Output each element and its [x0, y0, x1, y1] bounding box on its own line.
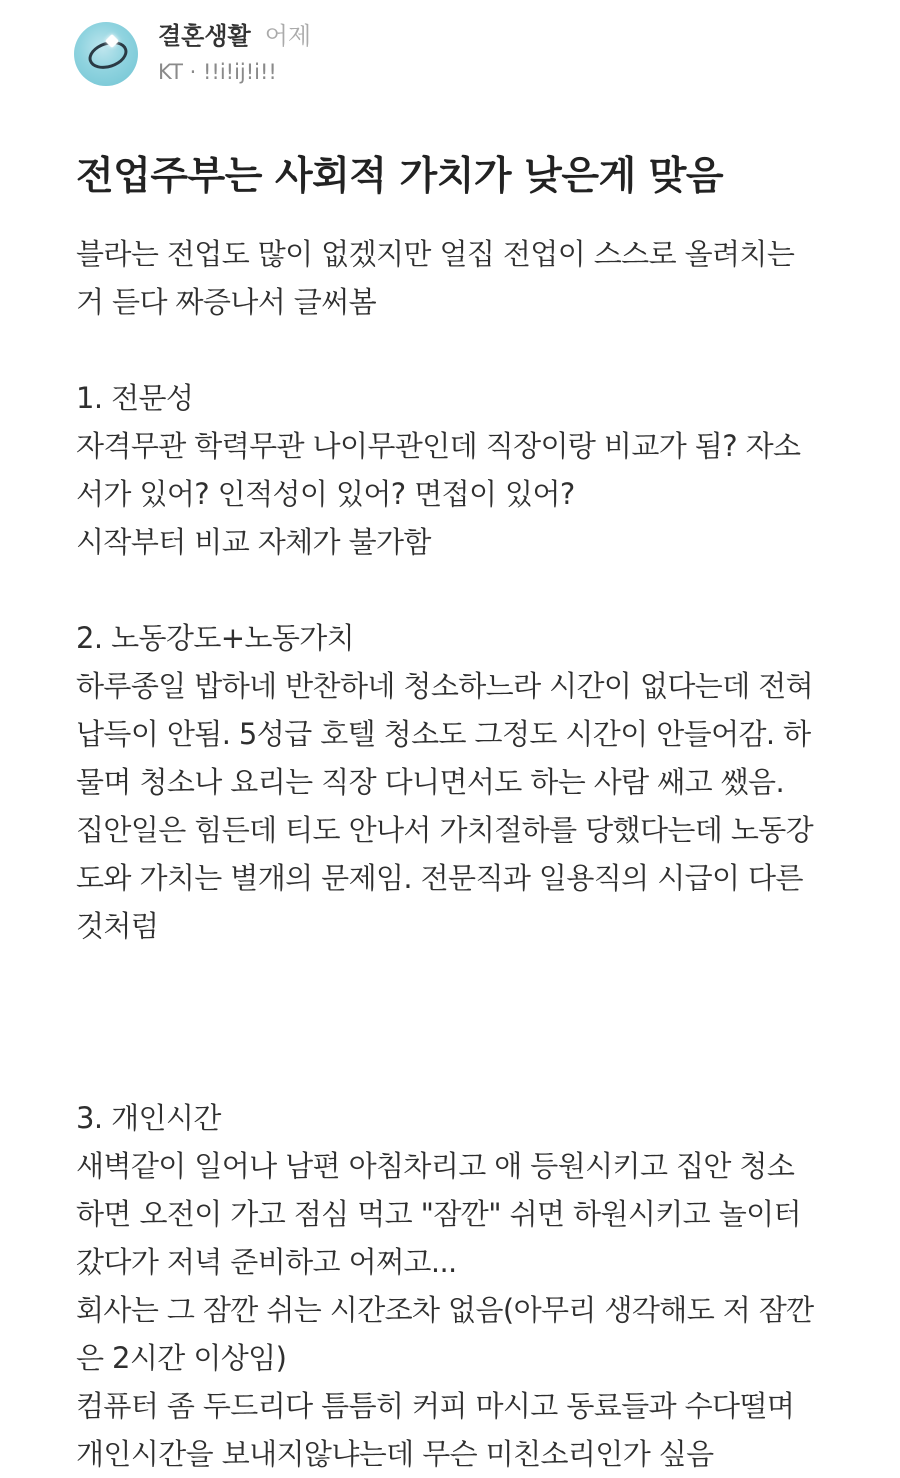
body-line: 물며 청소나 요리는 직장 다니면서도 하는 사람 쌔고 쌨음. — [76, 765, 785, 799]
avatar[interactable] — [74, 22, 138, 86]
blank-line — [76, 950, 866, 998]
author-name[interactable]: 결혼생활 — [158, 22, 251, 50]
body-line: 하루종일 밥하네 반찬하네 청소하느라 시간이 없다는데 전혀 — [76, 669, 814, 703]
post-title: 전업주부는 사회적 가치가 낮은게 맞음 — [76, 154, 724, 199]
post-body — [76, 230, 866, 1478]
author-line — [158, 20, 311, 52]
body-line: 회사는 그 잠깐 쉬는 시간조차 없음(아무리 생각해도 저 잠깐 — [76, 1293, 814, 1327]
body-line: 블라는 전업도 많이 없겠지만 얼집 전업이 스스로 올려치는 — [76, 237, 795, 271]
blank-line — [76, 1046, 866, 1094]
body-line: 개인시간을 보내지않냐는데 무슨 미친소리인가 싶음 — [76, 1437, 714, 1471]
body-line: 은 2시간 이상임) — [76, 1341, 287, 1375]
body-line: 것처럼 — [76, 909, 159, 943]
body-line: 자격무관 학력무관 나이무관인데 직장이랑 비교가 됨? 자소 — [76, 429, 801, 463]
body-line: 거 듣다 짜증나서 글써봄 — [76, 285, 376, 319]
body-line: 하면 오전이 가고 점심 먹고 "잠깐" 쉬면 하원시키고 놀이터 — [76, 1197, 801, 1231]
body-line: 3. 개인시간 — [76, 1101, 221, 1135]
blank-line — [76, 998, 866, 1046]
body-line: 새벽같이 일어나 남편 아침차리고 애 등원시키고 집안 청소 — [76, 1149, 795, 1183]
body-line: 서가 있어? 인적성이 있어? 면접이 있어? — [76, 477, 575, 511]
blank-line — [76, 566, 866, 614]
body-line: 컴퓨터 좀 두드리다 틈틈히 커피 마시고 동료들과 수다떨며 — [76, 1389, 795, 1423]
body-line: 도와 가치는 별개의 문제임. 전문직과 일용직의 시급이 다른 — [76, 861, 803, 895]
post-header — [74, 20, 854, 90]
post-time: 어제 — [264, 22, 312, 50]
body-line: 갔다가 저녁 준비하고 어쩌고... — [76, 1245, 457, 1279]
company-info: KT · !!i!ij!i!! — [158, 60, 277, 84]
body-line: 집안일은 힘든데 티도 안나서 가치절하를 당했다는데 노동강 — [76, 813, 814, 847]
body-line: 1. 전문성 — [76, 381, 194, 415]
body-line: 2. 노동강도+노동가치 — [76, 621, 355, 655]
body-line: 납득이 안됨. 5성급 호텔 청소도 그정도 시간이 안들어감. 하 — [76, 717, 811, 751]
body-line: 시작부터 비교 자체가 불가함 — [76, 525, 431, 559]
blank-line — [76, 326, 866, 374]
